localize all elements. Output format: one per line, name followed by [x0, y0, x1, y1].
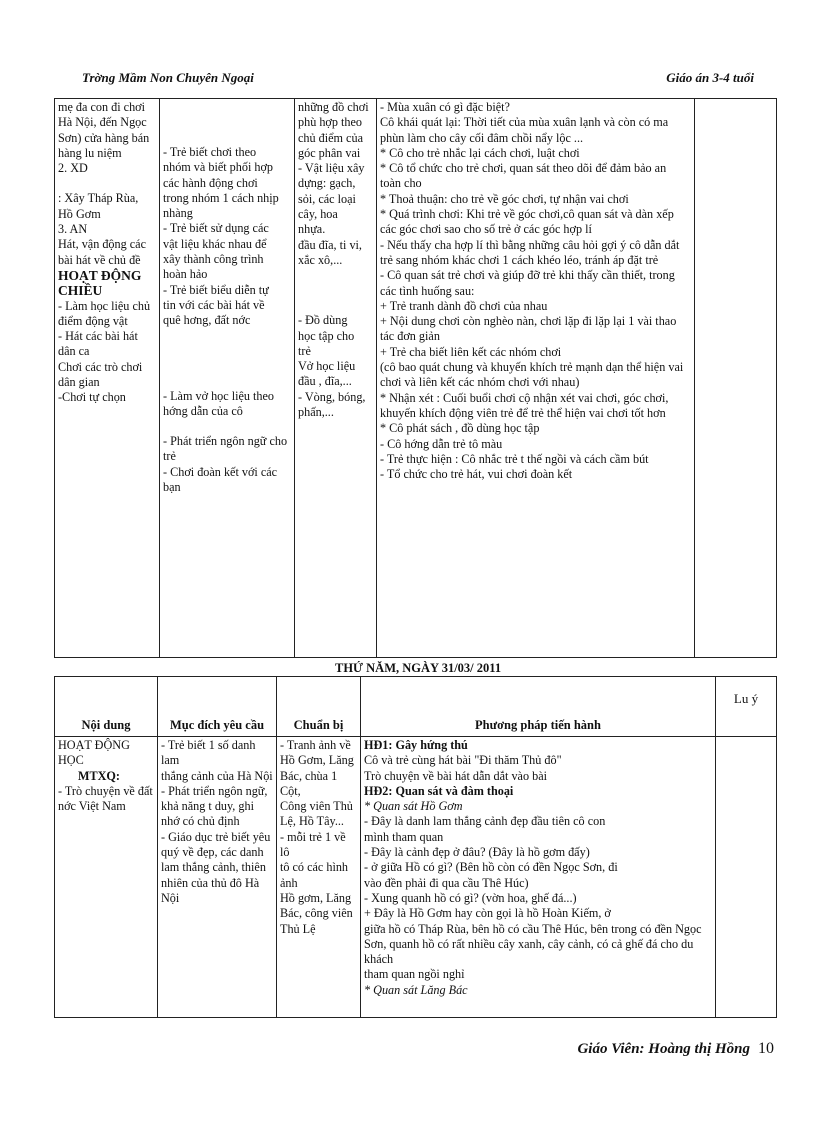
text-line: Cô và trẻ cùng hát bài "Đi thăm Thủ đô": [364, 753, 562, 768]
header-row: [55, 677, 777, 737]
text-line: Vở học liệu: [298, 359, 356, 374]
method-column: [377, 99, 695, 658]
content-column: [55, 99, 160, 658]
text-line: dân gian: [58, 375, 100, 390]
header-objectives: Mục đích yêu cầu: [158, 677, 277, 737]
text-line: - Làm học liệu chủ: [58, 298, 151, 313]
text-line: nhóm và biết phối hợp: [163, 160, 274, 175]
text-line: * Nhận xét : Cuối buổi chơi cộ nhận xét vai chơi, góc chơi,: [380, 390, 669, 405]
text-line: 2. XD: [58, 161, 88, 176]
text-line: học tập cho: [298, 328, 355, 343]
text-line: - Trẻ biết biểu diễn tự: [163, 282, 269, 297]
text-line: * Quan sát Lăng Bác: [364, 982, 468, 997]
text-line: - Xung quanh hồ có gì? (vờn hoa, ghế đá...): [364, 890, 577, 905]
notes-column: [695, 99, 777, 658]
text-line: khả năng t duy, ghi: [161, 799, 254, 814]
text-line: 3. AN: [58, 222, 88, 237]
notes-column: [716, 737, 777, 1018]
text-line: Hồ gơm, Lăng: [280, 890, 352, 905]
header-preparation: Chuẩn bị: [277, 677, 361, 737]
text-line: phùn làm cho cây cối đâm chồi nẩy lộc ...: [380, 130, 584, 145]
text-line: sỏi, các loại: [298, 191, 356, 206]
text-line: + Đây là Hồ Gơm hay còn gọi là hồ Hoàn Kiếm, ở: [364, 906, 611, 921]
text-line: Trò chuyện về bài hát dẫn dắt vào bài: [364, 768, 547, 783]
text-line: tác đơn giản: [380, 329, 440, 344]
text-line: đầu , đĩa,...: [298, 374, 352, 389]
method-column: [361, 737, 716, 1018]
table-row: [55, 737, 777, 1018]
text-line: [163, 329, 291, 374]
text-line: [163, 100, 291, 145]
text-line: - Nếu thấy cha hợp lí thì bằng những câu hỏi gợi ý cô dẫn dắt: [380, 237, 680, 252]
text-line: -Chơi tự chọn: [58, 390, 126, 405]
text-line: nhiên của thủ đô Hà: [161, 875, 260, 890]
text-line: đầu đĩa, ti vi,: [298, 237, 362, 252]
text-line: - Đây là danh lam thắng cảnh đẹp đầu tiên cô con: [364, 814, 606, 829]
text-line: trong nhóm 1 cách nhịp: [163, 190, 279, 205]
text-line: * Quan sát Hồ Gơm: [364, 799, 463, 814]
text-line: Bác, công viên: [280, 906, 353, 921]
text-line: Sơn, quanh hồ có rất nhiều cây xanh, cây cảnh, có cả ghế đá cho du khách: [364, 936, 694, 967]
text-line: (cô bao quát chung và khuyến khích trẻ mạnh dạn thể hiện vai: [380, 360, 684, 375]
text-line: vào đền phải đi qua cầu Thê Húc): [364, 875, 529, 890]
text-line: - Đây là cảnh đẹp ở đâu? (Đây là hồ gơm đấy): [364, 845, 590, 860]
text-line: * Cô tổ chức cho trẻ chơi, quan sát theo dõi để đảm bảo an: [380, 161, 667, 176]
text-line: các tình huống sau:: [380, 283, 475, 298]
text-line: - Đồ dùng: [298, 313, 348, 328]
text-line: [163, 374, 291, 389]
text-line: - Vật liệu xây: [298, 161, 365, 176]
text-line: - Giáo dục trẻ biết yêu: [161, 829, 271, 844]
text-line: HOẠT ĐỘNG: [58, 267, 142, 283]
text-line: MTXQ:: [78, 768, 120, 783]
text-line: - Hát các bài hát: [58, 329, 138, 344]
text-line: Sơn) cửa hàng bán: [58, 130, 150, 145]
text-line: * Thoả thuận: cho trẻ về góc chơi, tự nhận vai chơi: [380, 191, 629, 206]
text-line: xây thành công trình: [163, 252, 264, 267]
text-line: Hồ Gơm: [58, 206, 101, 221]
text-line: nớc Việt Nam: [58, 799, 126, 814]
footer: [577, 1040, 774, 1058]
text-line: nhàng: [163, 206, 193, 221]
text-line: - Làm vở học liệu theo: [163, 388, 275, 403]
text-line: + Trẻ cha biết liên kết các nhóm chơi: [380, 344, 562, 359]
text-line: Hồ Gơm, Lăng: [280, 753, 354, 768]
header-notes: Lu ý: [716, 677, 777, 737]
text-line: Chơi các trò chơi: [58, 359, 143, 374]
text-line: * Cô cho trẻ nhắc lại cách chơi, luật chơi: [380, 145, 580, 160]
text-line: [58, 176, 156, 191]
text-line: Cô khái quát lại: Thời tiết của mùa xuân lạnh và còn có ma: [380, 115, 669, 130]
text-line: điểm động vật: [58, 313, 128, 328]
day-title: THỨ NĂM, NGÀY 31/03/ 2011: [335, 661, 502, 675]
text-line: + Trẻ tranh dành đồ chơi của nhau: [380, 298, 548, 313]
text-line: - Trẻ thực hiện : Cô nhắc trẻ t thế ngồi và cách cầm bút: [380, 451, 649, 466]
content-column: [55, 737, 158, 1018]
text-line: phù hợp theo: [298, 115, 362, 130]
text-line: tin với các bài hát về: [163, 297, 265, 312]
text-line: - Vòng, bóng,: [298, 389, 366, 404]
text-line: các hành động chơi: [163, 175, 258, 190]
text-line: hớng dẫn của cô: [163, 403, 243, 418]
text-line: HỌC: [58, 753, 84, 768]
text-line: Bác, chùa 1 Cột,: [280, 768, 338, 798]
objectives-column: [160, 99, 295, 658]
text-line: các góc chơi sao cho số trẻ ở các góc hợp lí: [380, 222, 592, 237]
text-line: lam thắng cảnh, thiên: [161, 860, 266, 875]
text-line: góc phân vai: [298, 145, 361, 160]
table-row: [55, 99, 777, 658]
preparation-column: [295, 99, 377, 658]
text-line: quê hơng, đất nớc: [163, 313, 251, 328]
text-line: Công viên Thủ: [280, 799, 353, 814]
text-line: - Trò chuyện về đất: [58, 783, 153, 798]
text-line: - Tổ chức cho trẻ hát, vui chơi đoàn kết: [380, 467, 573, 482]
text-line: chủ điểm của: [298, 130, 363, 145]
text-line: : Xây Tháp Rùa,: [58, 191, 139, 206]
text-line: trẻ: [163, 449, 176, 464]
text-line: - Trẻ biết sử dụng các: [163, 221, 269, 236]
text-line: vật liệu khác nhau để: [163, 236, 267, 251]
text-line: bạn: [163, 480, 181, 495]
text-line: nhớ có chủ định: [161, 814, 240, 829]
text-line: trẻ sang nhóm khác chơi 1 cách khéo léo, tránh áp đặt trẻ: [380, 252, 659, 267]
text-line: + Nội dung chơi còn nghèo nàn, chơi lặp đi lặp lại 1 vài thao: [380, 314, 677, 329]
text-line: CHIỀU: [58, 283, 103, 299]
text-line: quý về đẹp, các danh: [161, 845, 264, 860]
text-line: [298, 268, 373, 313]
activity-table-thursday: [54, 676, 777, 1018]
text-line: - Mùa xuân có gì đặc biệt?: [380, 100, 510, 114]
text-line: - Trẻ biết chơi theo: [163, 145, 257, 159]
text-line: - Tranh ảnh về: [280, 738, 351, 752]
text-line: Lệ, Hồ Tây...: [280, 814, 344, 829]
text-line: toàn cho: [380, 176, 422, 191]
text-line: hàng lu niệm: [58, 145, 122, 160]
text-line: dựng: gạch,: [298, 176, 356, 191]
text-line: hoàn hảo: [163, 267, 208, 282]
school-name: Trờng Mầm Non Chuyên Ngoại: [82, 70, 254, 85]
text-line: tham quan ngồi nghỉ: [364, 967, 465, 982]
text-line: thắng cảnh của Hà Nội: [161, 768, 273, 783]
text-line: dân ca: [58, 344, 90, 359]
text-line: tô có các hình: [280, 860, 349, 875]
text-line: bài hát về chủ đề: [58, 252, 141, 267]
text-line: giữa hồ có Tháp Rùa, bên hồ có cầu Thê Húc, bên trong có đền Ngọc: [364, 921, 702, 936]
text-line: * Cô phát sách , đồ dùng học tập: [380, 421, 540, 436]
text-line: - Phát triển ngôn ngữ cho: [163, 434, 288, 449]
text-line: - ở giữa Hồ có gì? (Bên hồ còn có đền Ngọc Sơn, đi: [364, 860, 618, 875]
text-line: phấn,...: [298, 405, 334, 420]
text-line: Hát, vận động các: [58, 237, 146, 252]
text-line: - Trẻ biết 1 số danh lam: [161, 738, 256, 768]
text-line: - Chơi đoàn kết với các: [163, 464, 278, 479]
text-line: Nội: [161, 890, 180, 905]
text-line: nhựa.: [298, 222, 326, 237]
text-line: - Cô hớng dẫn trẻ tô màu: [380, 436, 503, 451]
text-line: khuyến khích động viên trẻ để trẻ thể hiện vai chơi tốt hơn: [380, 405, 666, 420]
page-number: 10: [758, 1040, 774, 1057]
text-line: cây, hoa: [298, 207, 338, 222]
text-line: những đồ chơi: [298, 100, 369, 114]
preparation-column: [277, 737, 361, 1018]
text-line: [163, 419, 291, 434]
text-line: - Phát triển ngôn ngữ,: [161, 783, 268, 798]
header-method: Phương pháp tiến hành: [361, 677, 716, 737]
text-line: HOẠT ĐỘNG: [58, 738, 130, 752]
text-line: mình tham quan: [364, 829, 444, 844]
header-content: Nội dung: [55, 677, 158, 737]
objectives-column: [158, 737, 277, 1018]
teacher-name: Giáo Viên: Hoàng thị Hồng: [577, 1041, 750, 1057]
text-line: Thủ Lệ: [280, 921, 316, 936]
activity-table-continued: [54, 98, 777, 658]
document-type: Giáo án 3-4 tuổi: [666, 70, 754, 85]
text-line: ảnh: [280, 875, 298, 890]
text-line: * Quá trình chơi: Khi trẻ về góc chơi,cô quan sát và dàn xếp: [380, 207, 674, 222]
text-line: chơi và liên kết các nhóm chơi với nhau): [380, 375, 580, 390]
text-line: HĐ2: Quan sát và đàm thoại: [364, 783, 514, 798]
text-line: trẻ: [298, 343, 311, 358]
text-line: - Cô quan sát trẻ chơi và giúp đỡ trẻ khi thấy cần thiết, trong: [380, 268, 675, 283]
text-line: HĐ1: Gây hứng thú: [364, 738, 468, 752]
text-line: mẹ đa con đi chơi: [58, 100, 145, 114]
text-line: xắc xô,...: [298, 252, 343, 267]
text-line: Hà Nội, đến Ngọc: [58, 115, 147, 130]
text-line: - mỗi trẻ 1 về lô: [280, 829, 346, 860]
